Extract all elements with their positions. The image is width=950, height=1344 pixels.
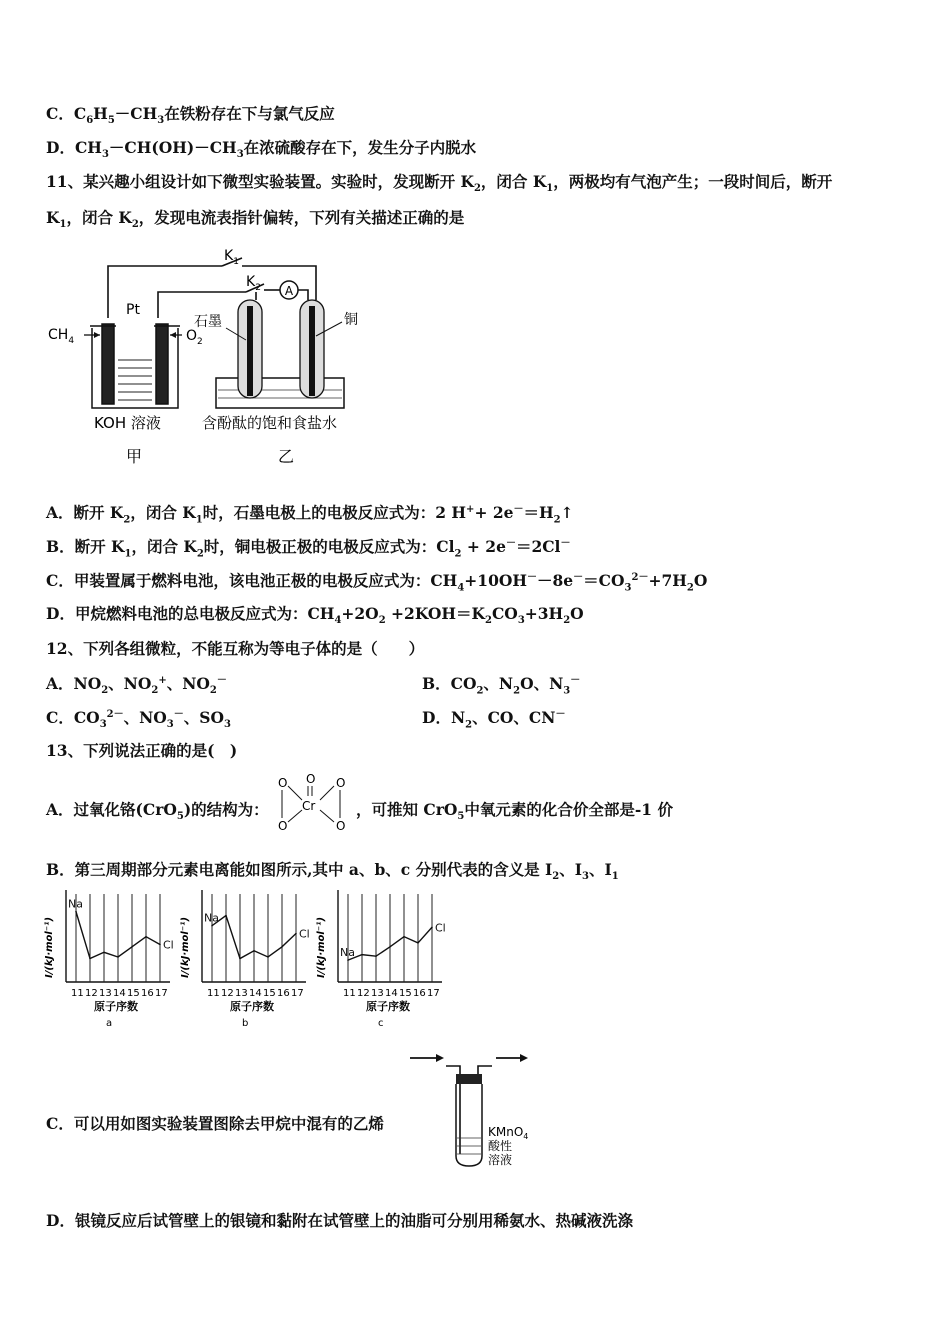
data-point — [375, 955, 377, 957]
x-tick-label: 11 — [207, 988, 220, 999]
q11-stem-line1: 11、某兴趣小组设计如下微型实验装置。实验时，发现断开 $K_2$，闭合 $K_1$，两极均有气泡产生；一段时间后，断开 — [46, 172, 833, 195]
data-point — [131, 946, 133, 948]
q13-option-b: B．第三周期部分元素电离能如图所示,其中 a、b、c 分别代表的含义是 $I_2$、$I_3$、$I_1$ — [46, 860, 619, 883]
q10-option-c: C．$C_6H_5-CH_3$在铁粉存在下与氯气反应 — [46, 104, 335, 127]
q11-option-a: A．断开 $K_2$，闭合 $K_1$时，石墨电极上的电极反应式为：2 $H^++ 2e^-=H_2↑$ — [46, 503, 574, 526]
svg-text:O: O — [278, 819, 288, 833]
x-tick-label: 14 — [385, 988, 398, 999]
graphite-label: 石墨 — [194, 314, 222, 330]
koh-label: KOH 溶液 — [94, 414, 161, 432]
data-point — [89, 958, 91, 960]
gas-washing-apparatus-figure — [404, 1046, 544, 1176]
data-point — [117, 956, 119, 958]
data-point — [103, 951, 105, 953]
x-tick-label: 16 — [277, 988, 290, 999]
na-annotation: Na — [204, 911, 219, 925]
x-axis-label: 原子序数 — [94, 1000, 138, 1013]
x-tick-label: 12 — [85, 988, 98, 999]
x-tick-label: 13 — [99, 988, 112, 999]
x-tick-label: 17 — [427, 988, 440, 999]
chart-title: b — [242, 1018, 249, 1029]
x-axis-label: 原子序数 — [366, 1000, 410, 1013]
data-point — [389, 946, 391, 948]
svg-text:O: O — [306, 772, 316, 786]
x-tick-label: 13 — [371, 988, 384, 999]
chart-title: a — [106, 1018, 113, 1029]
pt-label: Pt — [126, 302, 140, 318]
q12-option-a: A．$NO_2$、$NO_2^+$、$NO_2^-$ — [46, 674, 227, 697]
q13-option-d: D．银镜反应后试管壁上的银镜和黏附在试管壁上的油脂可分别用稀氨水、热碱液洗涤 — [46, 1211, 633, 1230]
na-annotation: Na — [68, 897, 83, 911]
x-tick-label: 12 — [221, 988, 234, 999]
cl-annotation: Cl — [435, 921, 446, 935]
y-axis-label: I/(kJ·mol⁻¹) — [44, 916, 55, 978]
svg-text:Cr: Cr — [302, 799, 316, 813]
x-tick-label: 17 — [155, 988, 168, 999]
q11-stem-line2: $K_1$，闭合 $K_2$，发现电流表指针偏转，下列有关描述正确的是 — [46, 208, 465, 231]
x-tick-label: 11 — [71, 988, 84, 999]
data-point — [267, 956, 269, 958]
data-point — [159, 944, 161, 946]
x-tick-label: 16 — [141, 988, 154, 999]
q11-option-c: C．甲装置属于燃料电池，该电池正极的电极反应式为：$CH_4+10OH^--8e^-=CO_3^{2-}+7H_2O$ — [46, 571, 708, 594]
x-tick-label: 14 — [249, 988, 262, 999]
x-tick-label: 13 — [235, 988, 248, 999]
x-tick-label: 11 — [343, 988, 356, 999]
data-point — [225, 915, 227, 917]
y-axis-label: I/(kJ·mol⁻¹) — [316, 916, 327, 978]
data-point — [239, 958, 241, 960]
x-axis-label: 原子序数 — [230, 1000, 274, 1013]
ionization-chart-c — [316, 890, 446, 1029]
k2-label: $K_2$ — [246, 274, 261, 293]
q12-option-c: C．$CO_3^{2-}$、$NO_3^-$、$SO_3$ — [46, 708, 231, 731]
data-point — [145, 936, 147, 938]
data-point — [361, 954, 363, 956]
data-point — [253, 950, 255, 952]
chart-title: c — [378, 1018, 384, 1029]
q13-option-a-part1: A．过氧化铬(CrO$_5$)的结构为： — [46, 800, 269, 823]
ch4-label: $CH_4$ — [48, 327, 75, 346]
x-tick-label: 12 — [357, 988, 370, 999]
y-axis-label: I/(kJ·mol⁻¹) — [180, 916, 191, 978]
q13-option-c: C．可以用如图实验装置图除去甲烷中混有的乙烯 — [46, 1114, 384, 1133]
kmno4-label: KMnO$_4$ — [488, 1125, 529, 1141]
cl-annotation: Cl — [163, 938, 174, 952]
data-point — [417, 942, 419, 944]
q12-stem: 12、下列各组微粒，不能互称为等电子体的是（ ） — [46, 639, 425, 658]
q11-option-d: D．甲烷燃料电池的总电极反应式为：$CH_4+2O_2 +2KOH=K_2CO_3+3H_2O$ — [46, 604, 584, 627]
copper-label: 铜 — [344, 312, 358, 328]
data-point — [403, 936, 405, 938]
data-point — [281, 946, 283, 948]
x-tick-label: 15 — [263, 988, 276, 999]
x-tick-label: 17 — [291, 988, 304, 999]
ionization-chart-b — [180, 890, 310, 1029]
q12-options-row2 — [46, 705, 906, 730]
q12-option-b: B．$CO_2$、$N_2O$、$N_3^-$ — [422, 674, 581, 697]
svg-text:O: O — [278, 776, 288, 790]
cl-annotation: Cl — [299, 927, 310, 941]
q10-option-d: D．$CH_3-CH(OH)-CH_3$在浓硫酸存在下，发生分子内脱水 — [46, 138, 477, 161]
x-tick-label: 15 — [127, 988, 140, 999]
svg-text:O: O — [336, 819, 346, 833]
svg-text:O: O — [336, 776, 346, 790]
q11-option-b: B．断开 $K_1$，闭合 $K_2$时，铜电极正极的电极反应式为：$Cl_2 + 2e^-=2Cl^-$ — [46, 537, 571, 560]
na-annotation: Na — [340, 946, 355, 960]
jia-label: 甲 — [126, 447, 143, 466]
saltwater-label: 含酚酞的饱和食盐水 — [202, 414, 338, 432]
x-tick-label: 14 — [113, 988, 126, 999]
o2-label: $O_2$ — [186, 328, 203, 347]
data-point — [295, 933, 297, 935]
acidic-label: 酸性 — [488, 1139, 513, 1153]
data-point — [75, 911, 77, 913]
data-point — [431, 926, 433, 928]
ammeter-label: A — [284, 284, 294, 298]
electrochemistry-apparatus-figure — [46, 240, 386, 468]
solution-label: 溶液 — [488, 1153, 513, 1167]
x-tick-label: 16 — [413, 988, 426, 999]
q12-option-d: D．$N_2$、CO、CN－ — [422, 708, 566, 731]
data-point — [347, 959, 349, 961]
q13-stem: 13、下列说法正确的是( ) — [46, 741, 238, 760]
data-point — [211, 925, 213, 927]
ionization-energy-charts — [40, 884, 460, 1034]
q12-options-row1 — [46, 671, 906, 696]
q13-option-a-part2: ，可推知 CrO$_5$中氧元素的化合价全部是-1 价 — [356, 800, 673, 823]
x-tick-label: 15 — [399, 988, 412, 999]
yi-label: 乙 — [278, 447, 295, 466]
k1-label: $K_1$ — [224, 248, 239, 267]
ionization-chart-a — [44, 890, 174, 1029]
cro5-structure-figure — [270, 770, 350, 836]
